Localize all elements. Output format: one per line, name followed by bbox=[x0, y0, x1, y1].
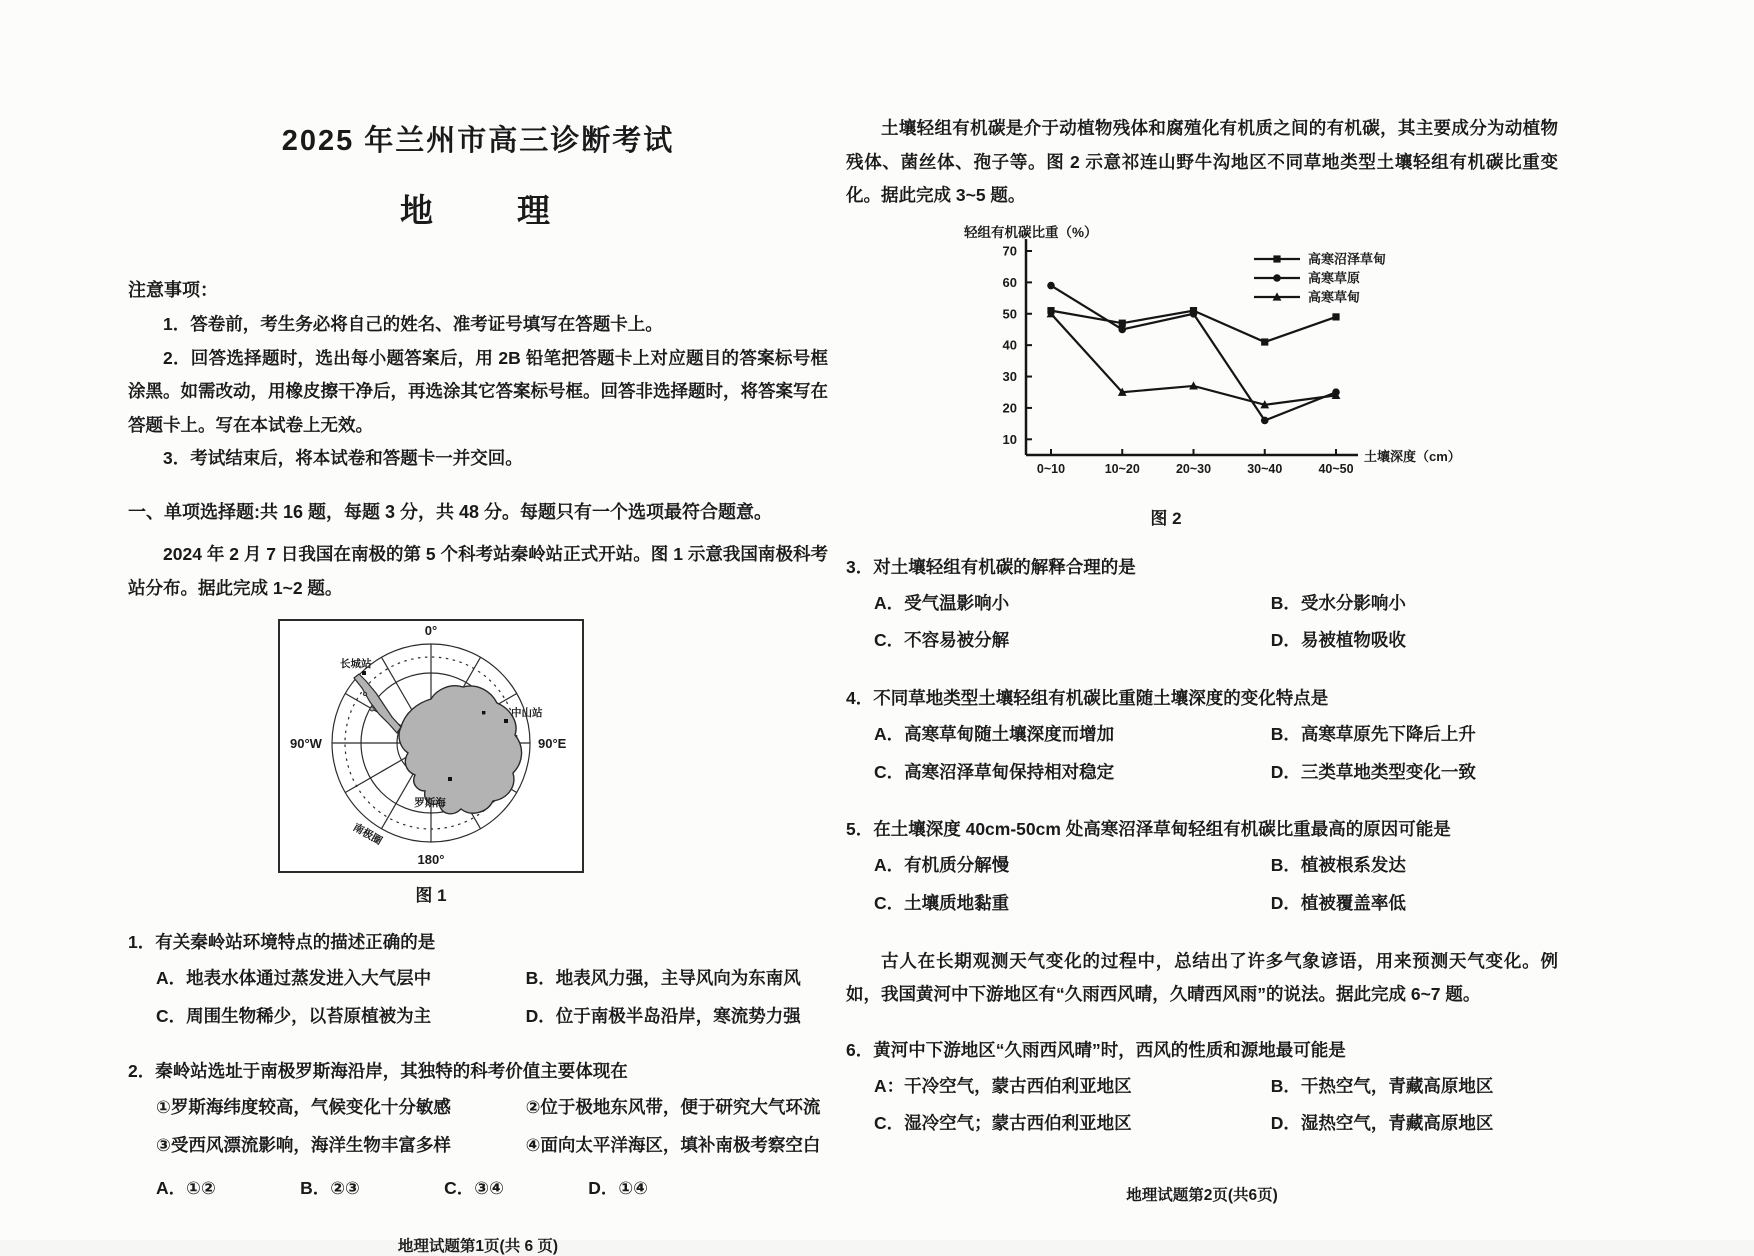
page-2-footer: 地理试题第2页(共6页) bbox=[1126, 1186, 1278, 1204]
numbered-item: ③受西风漂流影响，海洋生物丰富多样 bbox=[156, 1135, 451, 1156]
question-2-items bbox=[128, 1089, 828, 1164]
figure-1 bbox=[278, 619, 584, 906]
station-dot bbox=[482, 711, 485, 714]
option: B．高寒草原先下降后上升 bbox=[1270, 724, 1476, 745]
data-point-square bbox=[1261, 338, 1268, 345]
option: A．受气温影响小 bbox=[874, 592, 1010, 613]
y-tick-label: 70 bbox=[1002, 243, 1017, 259]
figure-2 bbox=[956, 223, 1558, 529]
option: D．植被覆盖率低 bbox=[1270, 892, 1406, 913]
option: A．有机质分解慢 bbox=[874, 855, 1010, 876]
page-2 bbox=[846, 112, 1558, 1205]
option: D．三类草地类型变化一致 bbox=[1270, 761, 1476, 782]
map-label-ross-sea: 罗斯海 bbox=[414, 797, 446, 810]
option: A．地表水体通过蒸发进入大气层中 bbox=[156, 968, 432, 989]
exam-subject: 地 理 bbox=[400, 192, 556, 229]
soil-carbon-line-chart bbox=[956, 223, 1476, 491]
x-axis-title: 土壤深度（cm） bbox=[1364, 448, 1461, 464]
page-1-footer: 地理试题第1页(共 6 页) bbox=[397, 1237, 559, 1255]
notice-heading: 注意事项： bbox=[128, 280, 218, 300]
option: A：干冷空气，蒙古西伯利亚地区 bbox=[874, 1075, 1132, 1096]
legend-label-0: 高寒沼泽草甸 bbox=[1308, 251, 1387, 267]
notice-list bbox=[128, 308, 828, 476]
numbered-item: ①罗斯海纬度较高，气候变化十分敏感 bbox=[156, 1097, 451, 1118]
data-point-square bbox=[1332, 313, 1339, 320]
question-5: 5．在土壤深度 40cm-50cm 处高寒沼泽草甸轻组有机碳比重最高的原因可能是 bbox=[846, 819, 1451, 840]
notice-item: 2．回答选择题时，选出每小题答案后，用 2B 铅笔把答题卡上对应题目的答案标号框涂黑。如需改动，用橡皮擦干净后，再选涂其它答案标号框。回答非选择题时，将答案写在答题卡上。写在本试卷上无效。 bbox=[128, 347, 828, 435]
question-4: 4．不同草地类型土壤轻组有机碳比重随土壤深度的变化特点是 bbox=[846, 688, 1329, 709]
option: D．①④ bbox=[588, 1177, 648, 1198]
x-tick-label: 40~50 bbox=[1318, 461, 1354, 476]
option: C．高寒沼泽草甸保持相对稳定 bbox=[874, 761, 1115, 782]
option: C．③④ bbox=[444, 1177, 504, 1198]
option: B．受水分影响小 bbox=[1270, 592, 1406, 613]
y-tick-label: 40 bbox=[1002, 337, 1017, 353]
x-tick-label: 20~30 bbox=[1175, 461, 1212, 476]
question-2: 2．秦岭站选址于南极罗斯海沿岸，其独特的科考价值主要体现在 bbox=[128, 1061, 628, 1082]
option: D．位于南极半岛沿岸，寒流势力强 bbox=[525, 1005, 801, 1026]
figure-1-caption: 图 1 bbox=[415, 886, 447, 906]
notice-item: 1．答卷前，考生务必将自己的姓名、准考证号填写在答题卡上。 bbox=[163, 314, 663, 334]
data-point-circle bbox=[1273, 274, 1281, 282]
question-1: 1．有关秦岭站环境特点的描述正确的是 bbox=[128, 932, 436, 953]
x-tick-label: 30~40 bbox=[1247, 461, 1283, 476]
option: D．易被植物吸收 bbox=[1270, 630, 1406, 651]
q1-2-intro: 2024 年 2 月 7 日我国在南极的第 5 个科考站秦岭站正式开站。图 1 示意我国南极科考站分布。据此完成 1~2 题。 bbox=[128, 543, 828, 598]
y-axis-title: 轻组有机碳比重（%） bbox=[964, 224, 1098, 240]
question-2-options bbox=[128, 1175, 648, 1200]
question-5-options bbox=[846, 847, 1558, 922]
question-3: 3．对土壤轻组有机碳的解释合理的是 bbox=[846, 556, 1136, 577]
map-label-90w: 90°W bbox=[290, 736, 322, 752]
x-tick-label: 10~20 bbox=[1104, 461, 1140, 476]
antarctica-landmass bbox=[399, 686, 522, 814]
antarctic-peninsula bbox=[354, 674, 401, 733]
q3-5-intro: 土壤轻组有机碳是介于动植物残体和腐殖化有机质之间的有机碳，其主要成分为动植物残体、菌丝体、孢子等。图 2 示意祁连山野牛沟地区不同草地类型土壤轻组有机碳比重变化。据此完成 3~5 题。 bbox=[846, 118, 1558, 206]
figure-2-caption: 图 2 bbox=[1150, 508, 1182, 528]
map-label-antarctic-circle: 南极圈 bbox=[350, 821, 385, 848]
data-point-circle bbox=[1118, 325, 1126, 333]
legend-label-2: 高寒草甸 bbox=[1308, 289, 1361, 305]
map-label-changcheng-station: 长城站 bbox=[340, 658, 372, 671]
option: A．高寒草甸随土壤深度而增加 bbox=[874, 724, 1115, 745]
option: B．②③ bbox=[300, 1177, 360, 1198]
numbered-item: ②位于极地东风带，便于研究大气环流 bbox=[525, 1097, 821, 1118]
map-label-180deg: 180° bbox=[417, 852, 445, 868]
data-point-square bbox=[1273, 255, 1280, 262]
page-1 bbox=[128, 118, 828, 1256]
option: A．①② bbox=[156, 1177, 216, 1198]
y-tick-label: 30 bbox=[1002, 368, 1017, 384]
question-6: 6．黄河中下游地区“久雨西风晴”时，西风的性质和源地最可能是 bbox=[846, 1039, 1346, 1060]
section-heading: 一、单项选择题:共 16 题，每题 3 分，共 48 分。每题只有一个选项最符合题意。 bbox=[128, 501, 773, 522]
legend-label-1: 高寒草原 bbox=[1308, 270, 1361, 286]
station-dot-zhongshan bbox=[504, 719, 508, 723]
question-3-options bbox=[846, 585, 1558, 660]
option: C．土壤质地黏重 bbox=[874, 892, 1010, 913]
antarctica-map-svg bbox=[280, 621, 582, 871]
island bbox=[370, 707, 374, 711]
notice-item: 3．考试结束后，将本试卷和答题卡一并交回。 bbox=[163, 448, 523, 469]
option: B．干热空气，青藏高原地区 bbox=[1270, 1075, 1494, 1096]
x-tick-label: 0~10 bbox=[1036, 461, 1066, 476]
option: C．湿冷空气；蒙古西伯利亚地区 bbox=[874, 1113, 1132, 1134]
option: D．湿热空气，青藏高原地区 bbox=[1270, 1113, 1494, 1134]
data-point-circle bbox=[1190, 310, 1198, 318]
data-point-circle bbox=[1047, 282, 1055, 290]
question-4-options bbox=[846, 716, 1558, 791]
antarctica-map bbox=[278, 619, 584, 873]
exam-title: 2025 年兰州市高三诊断考试 bbox=[281, 125, 675, 157]
map-label-0deg: 0° bbox=[424, 623, 438, 639]
island bbox=[363, 693, 366, 696]
q6-7-intro: 古人在长期观测天气变化的过程中，总结出了许多气象谚语，用来预测天气变化。例如，我国黄河中下游地区有“久雨西风晴，久晴西风雨”的说法。据此完成 6~7 题。 bbox=[846, 950, 1558, 1005]
y-tick-label: 10 bbox=[1002, 431, 1017, 447]
option: C．周围生物稀少，以苔原植被为主 bbox=[156, 1005, 432, 1026]
y-tick-label: 50 bbox=[1002, 306, 1017, 322]
station-dot-qinling bbox=[448, 777, 452, 781]
station-dot-changcheng bbox=[362, 671, 366, 675]
map-label-90e: 90°E bbox=[538, 736, 567, 752]
numbered-item: ④面向太平洋海区，填补南极考察空白 bbox=[525, 1135, 821, 1156]
option: B．地表风力强，主导风向为东南风 bbox=[525, 968, 801, 989]
map-label-zhongshan-station: 中山站 bbox=[511, 707, 543, 720]
series-line-2 bbox=[1051, 314, 1336, 405]
y-tick-label: 60 bbox=[1002, 274, 1017, 290]
option: C．不容易被分解 bbox=[874, 630, 1010, 651]
y-tick-label: 20 bbox=[1002, 400, 1017, 416]
question-1-options bbox=[128, 960, 828, 1035]
option: B．植被根系发达 bbox=[1270, 855, 1406, 876]
data-point-circle bbox=[1261, 416, 1269, 424]
question-6-options bbox=[846, 1068, 1558, 1143]
